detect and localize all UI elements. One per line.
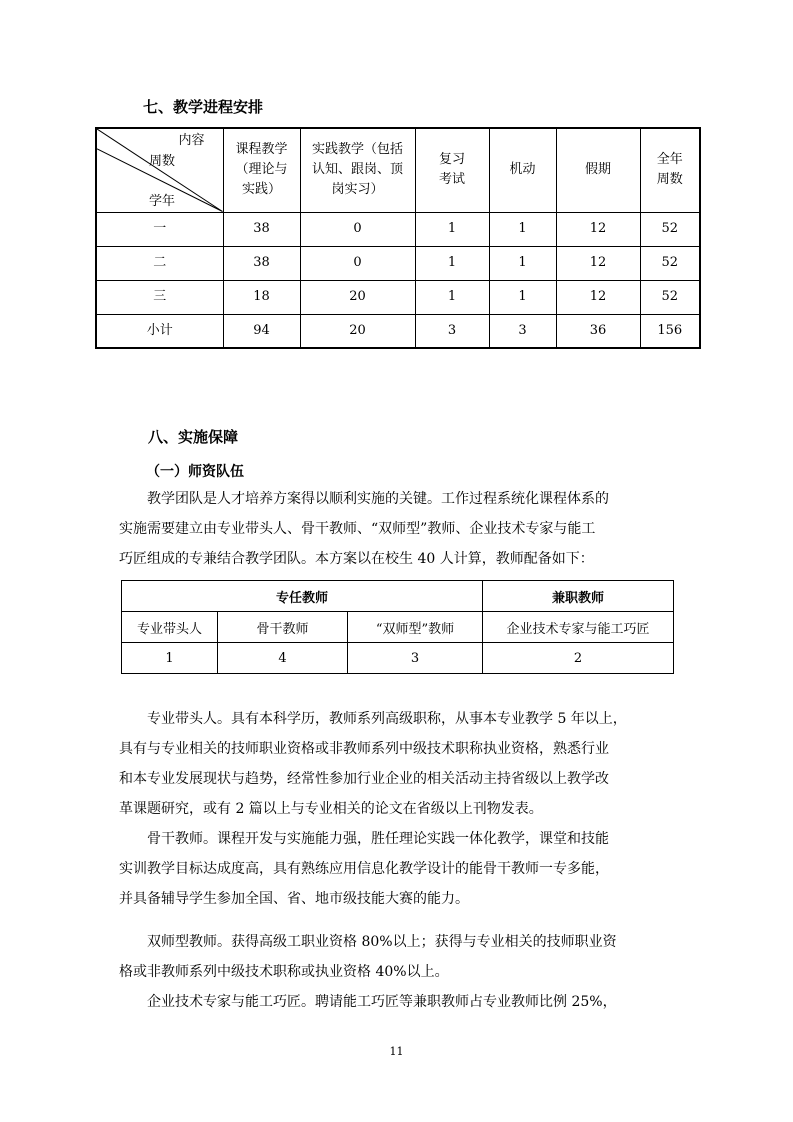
table-cell: 三	[96, 280, 223, 314]
leader-paragraph	[119, 704, 675, 824]
table-cell: 1	[415, 246, 489, 280]
table-cell: 0	[300, 246, 415, 280]
table-cell: 12	[556, 246, 640, 280]
table-cell: 1	[489, 280, 556, 314]
table-cell: 52	[640, 246, 700, 280]
table-row	[96, 280, 700, 314]
table-cell: 52	[640, 280, 700, 314]
teaching-schedule-table	[95, 127, 701, 349]
header-leader: 专业带头人	[122, 612, 218, 643]
diag-label-weeks: 周数	[149, 154, 176, 169]
header-flexible: 机动	[489, 128, 556, 212]
diag-label-year: 学年	[149, 194, 176, 209]
text-line: 骨干教师。课程开发与实施能力强，胜任理论实践一体化教学，课堂和技能	[147, 831, 609, 847]
table-cell: 二	[96, 246, 223, 280]
header-practice-teaching: 实践教学（包括 认知、跟岗、顶 岗实习）	[300, 128, 415, 212]
header-vacation: 假期	[556, 128, 640, 212]
diag-label-content: 内容	[178, 133, 205, 148]
text-line: 企业技术专家与能工巧匠。聘请能工巧匠等兼职教师占专业教师比例 25%，	[147, 994, 617, 1010]
group-fulltime-teachers: 专任教师	[122, 581, 483, 612]
table-row	[96, 212, 700, 246]
table-cell: 1	[415, 280, 489, 314]
table-cell: 36	[556, 314, 640, 348]
table-cell: 38	[223, 212, 300, 246]
table-cell: 2	[483, 643, 674, 674]
dual-teacher-paragraph	[119, 927, 675, 987]
table-cell: 38	[223, 246, 300, 280]
enterprise-expert-paragraph	[119, 987, 675, 1017]
text-line: 并具备辅导学生参加全国、省、地市级技能大赛的能力。	[119, 891, 469, 907]
table-cell: 1	[489, 212, 556, 246]
intro-paragraph	[119, 484, 675, 574]
text-line: 具有与专业相关的技师职业资格或非教师系列中级技术职称执业资格，熟悉行业	[119, 741, 609, 757]
page-number: 11	[389, 1045, 404, 1058]
table-row	[96, 246, 700, 280]
table-cell: 1	[415, 212, 489, 246]
section-8-heading: 八、实施保障	[148, 428, 239, 446]
header-dual: “双师型”教师	[348, 612, 483, 643]
table-cell: 20	[300, 280, 415, 314]
table-cell: 1	[489, 246, 556, 280]
table-cell: 一	[96, 212, 223, 246]
table-cell: 156	[640, 314, 700, 348]
header-backbone: 骨干教师	[218, 612, 348, 643]
text-line: 革课题研究，或有 2 篇以上与专业相关的论文在省级以上刊物发表。	[119, 801, 543, 817]
header-review-exam: 复习 考试	[415, 128, 489, 212]
table-header-row	[96, 128, 700, 212]
table-cell: 18	[223, 280, 300, 314]
table-cell: 94	[223, 314, 300, 348]
text-line: 巧匠组成的专兼结合教学团队。本方案以在校生 40 人计算，教师配备如下：	[119, 551, 594, 567]
table-cell: 1	[122, 643, 218, 674]
table-group-header-row	[122, 581, 674, 612]
table-cell: 3	[348, 643, 483, 674]
table-row	[122, 643, 674, 674]
table-cell: 0	[300, 212, 415, 246]
subsection-1-heading: （一）师资队伍	[146, 464, 244, 480]
table-header-row	[122, 612, 674, 643]
header-course-teaching: 课程教学 （理论与 实践）	[223, 128, 300, 212]
backbone-paragraph	[119, 824, 675, 914]
table-cell: 3	[415, 314, 489, 348]
table-row-subtotal	[96, 314, 700, 348]
teacher-staffing-table	[121, 580, 674, 674]
text-line: 教学团队是人才培养方案得以顺利实施的关键。工作过程系统化课程体系的	[147, 491, 609, 507]
table-cell: 20	[300, 314, 415, 348]
header-total-weeks: 全年 周数	[640, 128, 700, 212]
text-line: 双师型教师。获得高级工职业资格 80%以上；获得与专业相关的技师职业资	[147, 934, 617, 950]
table-cell: 12	[556, 212, 640, 246]
diagonal-header-cell	[96, 128, 223, 212]
text-line: 专业带头人。具有本科学历，教师系列高级职称，从事本专业教学 5 年以上，	[147, 711, 627, 727]
text-line: 和本专业发展现状与趋势，经常性参加行业企业的相关活动主持省级以上教学改	[119, 771, 609, 787]
text-line: 实施需要建立由专业带头人、骨干教师、“双师型”教师、企业技术专家与能工	[119, 521, 596, 537]
section-7-heading: 七、教学进程安排	[143, 98, 264, 116]
table-cell: 4	[218, 643, 348, 674]
table-cell: 小计	[96, 314, 223, 348]
header-enterprise: 企业技术专家与能工巧匠	[483, 612, 674, 643]
text-line: 实训教学目标达成度高，具有熟练应用信息化教学设计的能骨干教师一专多能，	[119, 861, 609, 877]
table-cell: 12	[556, 280, 640, 314]
table-cell: 3	[489, 314, 556, 348]
group-parttime-teachers: 兼职教师	[483, 581, 674, 612]
text-line: 格或非教师系列中级技术职称或执业资格 40%以上。	[119, 964, 449, 980]
table-cell: 52	[640, 212, 700, 246]
